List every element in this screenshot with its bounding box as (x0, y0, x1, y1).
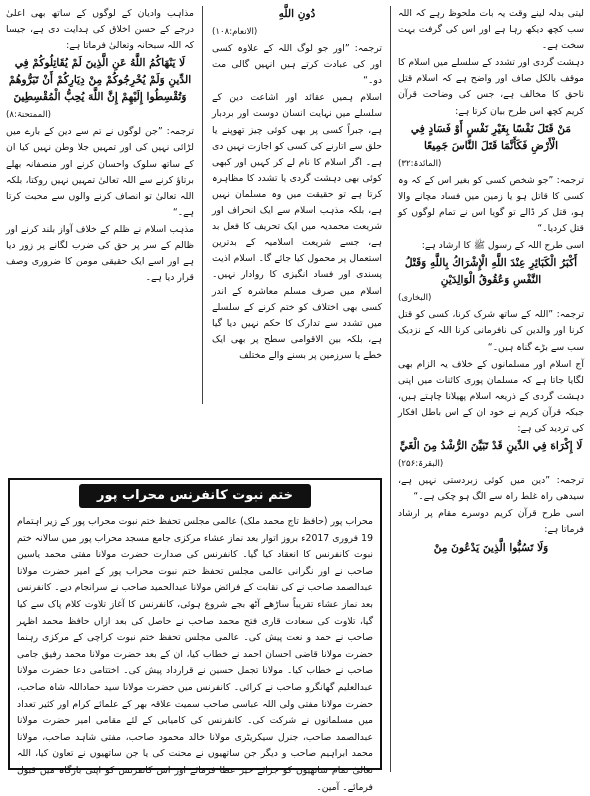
verse-reference: (الممتحنۃ:۸) (6, 110, 51, 121)
paragraph: اسی طرح قرآن کریم دوسرے مقام پر ارشاد فرماتا ہے: (398, 508, 584, 536)
verse-reference: (البخاری) (398, 293, 432, 304)
right-column (398, 6, 584, 772)
paragraph: ترجمہ: ”دین میں کوئی زبردستی نہیں ہے، سیدھی راہ غلط راہ سے الگ ہو چکی ہے۔“ (398, 475, 584, 503)
arabic-verse: أَكْبَرُ الْكَبَائِرِ عِنْدَ اللَّهِ الْإِشْرَاكُ بِاللَّهِ وَقَتْلُ النَّفْسِ وَعُقُوقُ الْوَالِدَيْنِ (404, 257, 578, 287)
paragraph: مذہب اسلام نے ظلم کے خلاف آواز بلند کرنے اور ظالم کے سر پر حق کی ضرب لگانے پر زور دیا ہے اور اسے ایک حقیقی مومن کا ضروری وصف قرار دیا ہے۔ (6, 223, 194, 284)
column-divider (202, 6, 203, 404)
paragraph: آج اسلام اور مسلمانوں کے خلاف یہ الزام بھی لگایا جاتا ہے کہ مسلمان پوری کائنات میں اپنی دہشت گردی کے ذریعہ اسلام پھیلانا چاہتے ہیں، جبکہ قرآن کریم نے خود ان کے اس باطل افکار کی تردید کی ہے: (398, 358, 584, 434)
news-box-title: ختم نبوت کانفرنس محراب پور (79, 484, 311, 508)
verse-reference: (البقرۃ:۲۵۶) (398, 459, 444, 470)
arabic-verse: دُونِ اللَّهِ (278, 8, 316, 20)
arabic-verse: لَا إِكْرَاهَ فِي الدِّينِ قَدْ تَبَيَّنَ الرُّشْدُ مِنَ الْغَيِّ (399, 440, 583, 453)
arabic-verse: وَلَا تَسُبُّوا الَّذِينَ يَدْعُونَ مِنْ (433, 541, 549, 554)
arabic-verse: لَا يَنْهَاكُمُ اللَّهُ عَنِ الَّذِينَ لَمْ يُقَاتِلُوكُمْ فِي الدِّينِ وَلَمْ يُخْرِجُوكُمْ مِنْ دِيَارِكُمْ أَنْ تَبَرُّوهُمْ وَتُقْسِطُوا إِلَيْهِمْ إِنَّ اللَّهَ يُحِبُّ الْمُقْسِطِينَ (8, 57, 192, 104)
paragraph: ترجمہ: ”جو شخص کسی کو بغیر اس کے کہ وہ کسی کا قاتل ہو یا زمین میں فساد مچانے والا ہو، قتل کر ڈالے تو گویا اس نے تمام لوگوں کو قتل کردیا۔“ (398, 174, 584, 235)
middle-column (212, 6, 382, 474)
paragraph: ترجمہ: ”جن لوگوں نے تم سے دین کے بارے میں لڑائی نہیں کی اور تمہیں جلا وطن نہیں کیا ان کے ساتھ سلوک واحسان کرنے اور منصفانہ بھلے برتاؤ کرنے سے اللہ تعالیٰ تمہیں نہیں روکتا، بلکہ اللہ تعالیٰ تو انصاف کرنے والوں سے محبت کرتا ہے۔“ (6, 126, 194, 218)
paragraph: مذاہب وادیان کے لوگوں کے ساتھ بھی اعلیٰ درجے کے حسن اخلاق کی ہدایت دی ہے، جیسا کہ اللہ سبحانہ وتعالیٰ فرماتا ہے: (6, 8, 194, 52)
paragraph: اسلام ہمیں عقائد اور اشاعت دین کے سلسلے میں نہایت انسان دوست اور بردبار ہے، جبراً کسی پر بھی کوئی چیز تھوپنے یا حلق سے اتارنے کی کسی کو اجازت نہیں دی ہے۔ اگر اسلام کا نام لے کر کہیں اور کبھی کوئی بھی دہشت گردی یا تشدد کا مظاہرہ کرتا ہے تو حقیقت میں وہ مسلمان نہیں ہے، بلکہ مذہب اسلام سے ایک انحراف اور شریعت محمدیہ میں ایک تحریف کا فعل بد ہے، جسے شریعت اسلامیہ کے بدترین استعمال پر محمول کیا جائے گا۔ اسلام اذیت پسندی اور فساد انگیزی کا روادار نہیں۔ اسلام میں صرف مسلم معاشرہ کے اندر کسی بھی اختلاف کو ختم کرنے کے سلسلے میں تشدد سے تدارک کا حکم نہیں دیا گیا ہے، بلکہ بین الاقوامی سطح پر بھی ایک خطے یا سرزمین پر بسنے والے مختلف (212, 92, 382, 361)
paragraph: ترجمہ: ”اور جو لوگ اللہ کے علاوہ کسی اور کی عبادت کرتے ہیں انہیں گالی مت دو۔“ (212, 43, 382, 87)
verse-reference: (الانعام:۱۰۸) (212, 27, 258, 37)
verse-reference: (المائدۃ:۳۲) (398, 158, 442, 169)
left-column (6, 6, 194, 404)
paragraph: ترجمہ: ”اللہ کے ساتھ شرک کرنا، کسی کو قتل کرنا اور والدین کی نافرمانی کرنا اللہ کے نزدیک سب سے بڑے گناہ ہیں۔“ (398, 309, 584, 353)
paragraph: لیتی بدلہ لینے وقت یہ بات ملحوظ رہے کہ اللہ سب کچھ دیکھ رہا ہے اور اس کی گرفت بہت سخت ہے۔ (398, 8, 584, 52)
paragraph: دہشت گردی اور تشدد کے سلسلے میں اسلام کا موقف بالکل صاف اور واضح ہے کہ اسلام قتل ناحق کا مخالف ہے، جس کی وضاحت قرآن کریم کچھ اس طرح بیان کرتا ہے: (398, 57, 584, 117)
paragraph: اسی طرح اللہ کے رسول ﷺ کا ارشاد ہے: (421, 240, 584, 252)
news-box-body: محراب پور (حافظ تاج محمد ملک) عالمی مجلس تحفظ ختم نبوت محراب پور کے زیر اہتمام 19 فروری 2017ء بروز اتوار بعد نماز عشاء مرکزی جامع مسجد محراب پور میں سالانہ ختم نبوت کانفرنس کا انعقاد کیا گیا۔ کانفرنس کی صدارت حضرت مولانا مفتی محمد یاسین صاحب نے اور نگرانی عالمی مجلس تحفظ ختم نبوت محراب پور کے امیر حضرت مولانا عبدالصمد صاحب نے کی نقابت کے فرائض مولانا عبدالحمید صاحب نے سرانجام دیے۔ کانفرنس بعد نماز عشاء تقریباً ساڑھے آٹھ بجے شروع ہوئی، کانفرنس کا آغاز تلاوت کلام پاک سے کیا گیا، تلاوت کی سعادت قاری فتح محمد صاحب نے حاصل کی بعد ازاں حافظ محمد اظہر صاحب نے حمد و نعت پیش کی۔ عالمی مجلس تحفظ ختم نبوت کراچی کے مرکزی رہنما حضرت مولانا قاضی احسان احمد نے خطاب کیا، ان کے بعد حضرت مولانا محمد رفیق جامی صاحب نے خطاب کیا۔ مولانا تجمل حسین نے قرارداد پیش کی۔ اختتامی دعا حضرت مولانا عبدالعلیم گھانگرو صاحب نے کرائی۔ کانفرنس میں حضرت مولانا سید حماداللہ شاہ صاحب، حضرت مولانا مفتی ولی اللہ عباسی صاحب سمیت علاقہ بھر کے علمائے کرام اور کثیر تعداد میں مسلمانوں نے شرکت کی۔ کانفرنس کی کامیابی کے لئے مقامی امیر حضرت مولانا عبدالصمد صاحب، جنرل سیکریٹری مولانا خالد محمود صاحب، مفتی شاہد صاحب، مولانا محمد ابراہیم صاحب و دیگر جن ساتھیوں نے محنت کی یا جن ساتھیوں نے تعاون کیا، اللہ تعالیٰ تمام ساتھیوں کو جزائے خیر عطا فرمائے اور اس کانفرنس کو اپنی بارگاہ میں قبول فرمائے۔ آمین۔ (17, 516, 373, 793)
arabic-verse: مَنْ قَتَلَ نَفْسًا بِغَيْرِ نَفْسٍ أَوْ فَسَادٍ فِي الْأَرْضِ فَكَأَنَّمَا قَتَلَ النَّاسَ جَمِيعًا (410, 122, 572, 152)
column-divider (390, 6, 391, 772)
news-box (8, 478, 382, 793)
